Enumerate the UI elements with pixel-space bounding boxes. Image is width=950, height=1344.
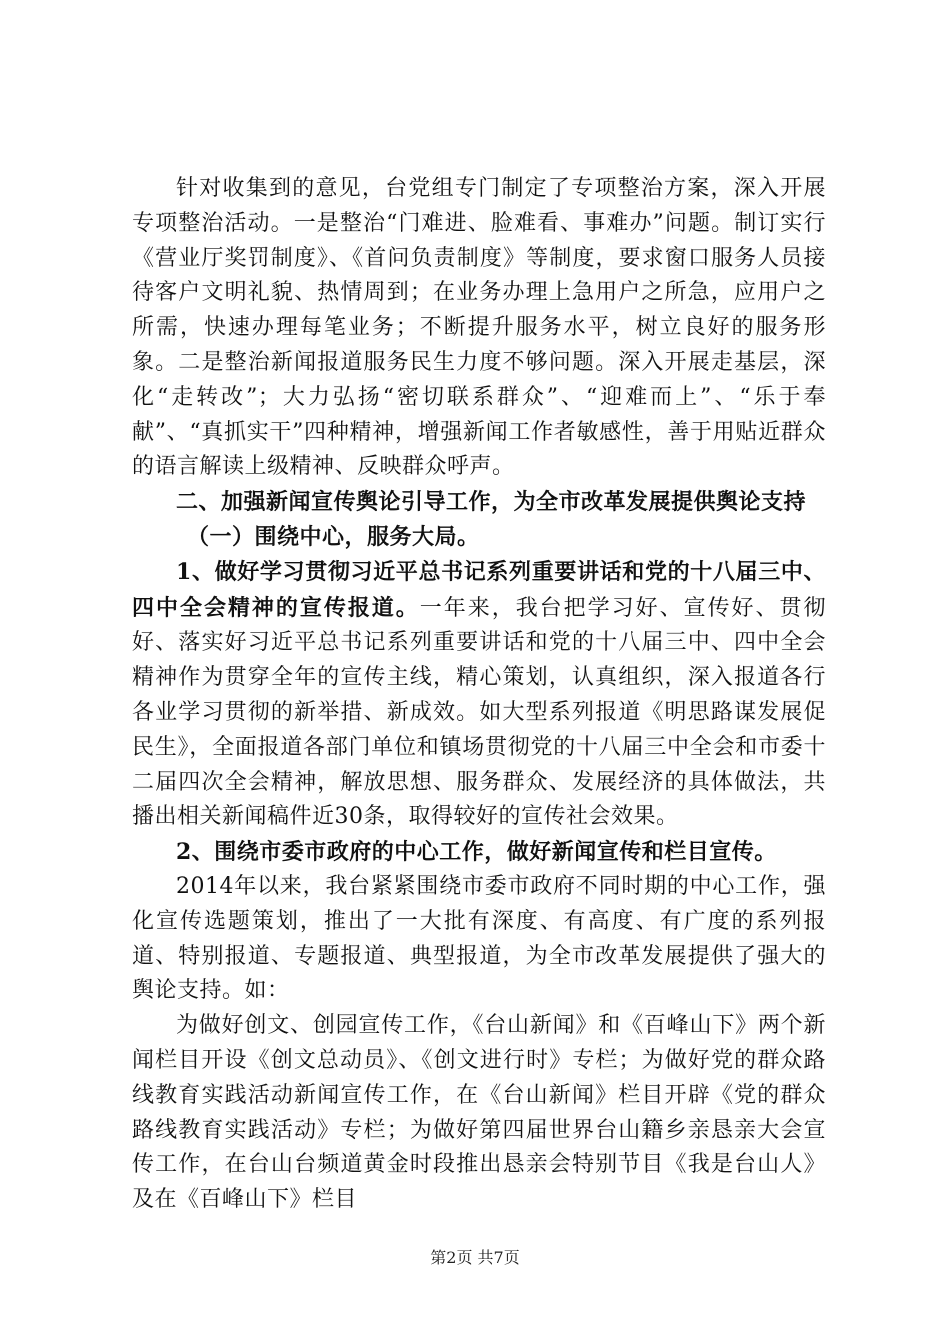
paragraph-study-implementation	[132, 555, 826, 835]
subsection-heading-one: （一）围绕中心，服务大局。	[187, 523, 480, 550]
document-body	[132, 172, 826, 1218]
paragraph-since-2014: 2014年以来，我台紧紧围绕市委市政府不同时期的中心工作，强化宣传选题策划，推出了一大批有深度、有高度、有广度的系列报道、特别报道、专题报道、典型报道，为全市改革发展提供了强大的舆论支持。如：	[132, 873, 826, 1004]
page-footer: 第2页 共7页	[430, 1248, 520, 1267]
paragraph-rectification: 针对收集到的意见，台党组专门制定了专项整治方案，深入开展专项整治活动。一是整治“门难进、脸难看、事难办”问题。制订实行《营业厅奖罚制度》、《首问负责制度》等制度，要求窗口服务人员接待客户文明礼貌、热情周到；在业务办理上急用户之所急，应用户之所需，快速办理每笔业务；不断提升服务水平，树立良好的服务形象。二是整治新闻报道服务民生力度不够问题。深入开展走基层，深化“走转改”；大力弘扬“密切联系群众”、“迎难而上”、“乐于奉献”、“真抓实干”四种精神，增强新闻工作者敏感性，善于用贴近群众的语言解读上级精神、反映群众呼声。	[132, 176, 826, 480]
item-heading-two: 2、围绕市委市政府的中心工作，做好新闻宣传和栏目宣传。	[176, 839, 777, 866]
paragraph-campaign-examples: 为做好创文、创园宣传工作，《台山新闻》和《百峰山下》两个新闻栏目开设《创文总动员》、《创文进行时》专栏；为做好党的群众路线教育实践活动新闻宣传工作，在《台山新闻》栏目开辟《党的群众路线教育实践活动》专栏；为做好第四届世界台山籍乡亲恳亲大会宣传工作，在台山台频道黄金时段推出恳亲会特别节目《我是台山人》及在《百峰山下》栏目	[132, 1013, 826, 1213]
paragraph-lead-heading: 1、做好学习贯彻习近平总书记系列重要讲话和党的十八届三中、四中全会精神的宣传报道。	[132, 558, 826, 621]
paragraph-body-text: 一年来，我台把学习好、宣传好、贯彻好、落实好习近平总书记系列重要讲话和党的十八届三中、四中全会精神作为贯穿全年的宣传主线，精心策划，认真组织，深入报道各行各业学习贯彻的新举措、新成效。如大型系列报道《明思路谋发展促民生》，全面报道各部门单位和镇场贯彻党的十八届三中全会和市委十二届四次全会精神，解放思想、服务群众、发展经济的具体做法，共播出相关新闻稿件近30条，取得较好的宣传社会效果。	[132, 595, 826, 830]
section-heading-two: 二、加强新闻宣传舆论引导工作，为全市改革发展提供舆论支持	[176, 489, 807, 516]
